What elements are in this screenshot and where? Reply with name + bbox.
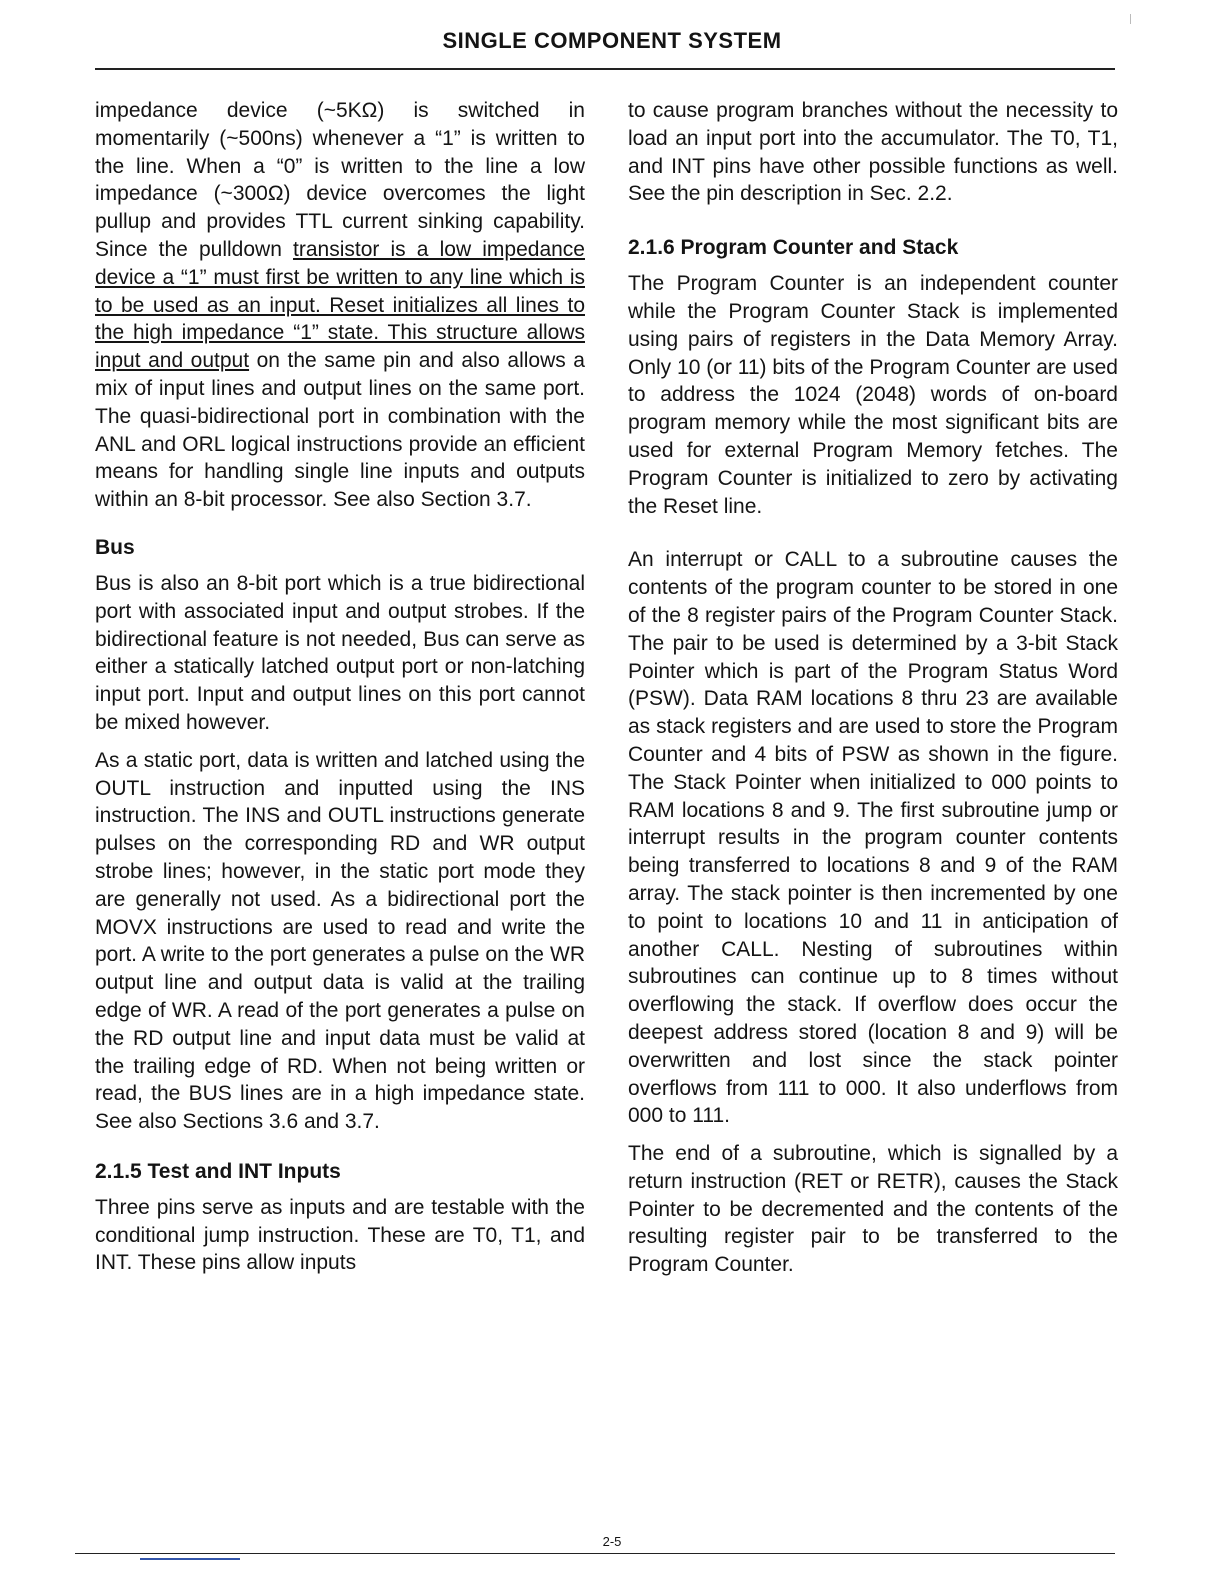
paragraph-interrupt-call: An interrupt or CALL to a subroutine causes the contents of the program counter to be stored in one of the 8 register pairs of the Program Counter Stack. The pair to be used is determined by a 3-bit Stack Pointer which is part of the Program Status Word (PSW). Data RAM locations 8 thru 23 are available as stack registers and are used to store the Program Counter and 4 bits of PSW as shown in the figure. The Stack Pointer when initialized to 000 points to RAM locations 8 and 9. The first subroutine jump or interrupt results in the program counter contents being transferred to locations 8 and 9 of the RAM array. The stack pointer is then incremented by one to point to locations 10 and 11 in anticipation of another CALL. Nesting of subroutines within subroutines can continue up to 8 times without overflowing the stack. If overflow does occur the deepest address stored (location 8 and 9) will be overwritten and lost since the stack pointer overflows from 111 to 000. It also underflows from 000 to 111. xyxy=(628,548,1118,1128)
right-column xyxy=(628,97,1118,1279)
paragraph-bus-static-port: As a static port, data is written and latched using the OUTL instruction and inputted using the INS instruction. The INS and OUTL instructions generate pulses on the corresponding RD and WR output strobe lines; however, in the static port mode they are generally not used. As a bidirectional port the MOVX instructions are used to read and write the port. A write to the port generates a pulse on the WR output line and output data is valid at the trailing edge of WR. A read of the port generates a pulse on the RD output line and input data must be valid at the trailing edge of RD. When not being written or read, the BUS lines are in a high impedance state. See also Sections 3.6 and 3.7. xyxy=(95,748,585,1134)
section-heading-bus: Bus xyxy=(95,535,135,559)
footer-rule xyxy=(75,1553,1115,1554)
paragraph-subroutine-end: The end of a subroutine, which is signalled by a return instruction (RET or RETR), causes the Stack Pointer to be decremented and the contents of the resulting register pair to be transferred to the Program Counter. xyxy=(628,1142,1118,1277)
footer-mark xyxy=(140,1558,240,1560)
paragraph-test-inputs-continued: to cause program branches without the necessity to load an input port into the accumulator. The T0, T1, and INT pins have other possible functions as well. See the pin description in Sec. 2.2. xyxy=(628,99,1118,206)
paragraph-program-counter: The Program Counter is an independent counter while the Program Counter Stack is implemented using pairs of registers in the Data Memory Array. Only 10 (or 11) bits of the Program Counter are used to address the 1024 (2048) words of on-board program memory while the most significant bits are used for external Program Memory fetches. The Program Counter is initialized to zero by activating the Reset line. xyxy=(628,272,1118,518)
paragraph-bus-intro: Bus is also an 8-bit port which is a true bidirectional port with associated input and output strobes. If the bidirectional feature is not needed, Bus can serve as either a statically latched output port or non-latching input port. Input and output lines on this port cannot be mixed however. xyxy=(95,571,585,734)
header-rule xyxy=(95,68,1115,70)
left-column xyxy=(95,97,585,1277)
section-heading-program-counter-stack: 2.1.6 Program Counter and Stack xyxy=(628,236,959,260)
paragraph-test-inputs: Three pins serve as inputs and are testable with the conditional jump instruction. These are T0, T1, and INT. These pins allow inputs xyxy=(95,1195,585,1275)
paragraph-quasi-bidirectional-text-a: impedance device (~5KΩ) is switched in momentarily (~500ns) whenever a “1” is written to the line. When a “0” is written to the line a low impedance (~300Ω) device overcomes the light pullup and provides TTL current sinking capability. Since the pulldown xyxy=(95,99,585,261)
scan-edge-mark xyxy=(1130,14,1131,24)
section-heading-test-int-inputs: 2.1.5 Test and INT Inputs xyxy=(95,1159,341,1183)
underlined-text-passage: transistor is a low impedance device a “1” must first be written to any line which is to be used as an input. Reset initializes all lines to the high impedance “1” state. This structure allows input and output xyxy=(95,237,585,373)
page-number: 2-5 xyxy=(602,1534,622,1549)
page-header-title: SINGLE COMPONENT SYSTEM xyxy=(442,28,782,53)
paragraph-quasi-bidirectional xyxy=(95,97,585,514)
paragraph-quasi-bidirectional-text-b: on the same pin and also allows a mix of input lines and output lines on the same port. The quasi-bidirectional port in combination with the ANL and ORL logical instructions provide an efficient means for handling single line inputs and outputs within an 8-bit processor. See also Section 3.7. xyxy=(95,349,585,512)
